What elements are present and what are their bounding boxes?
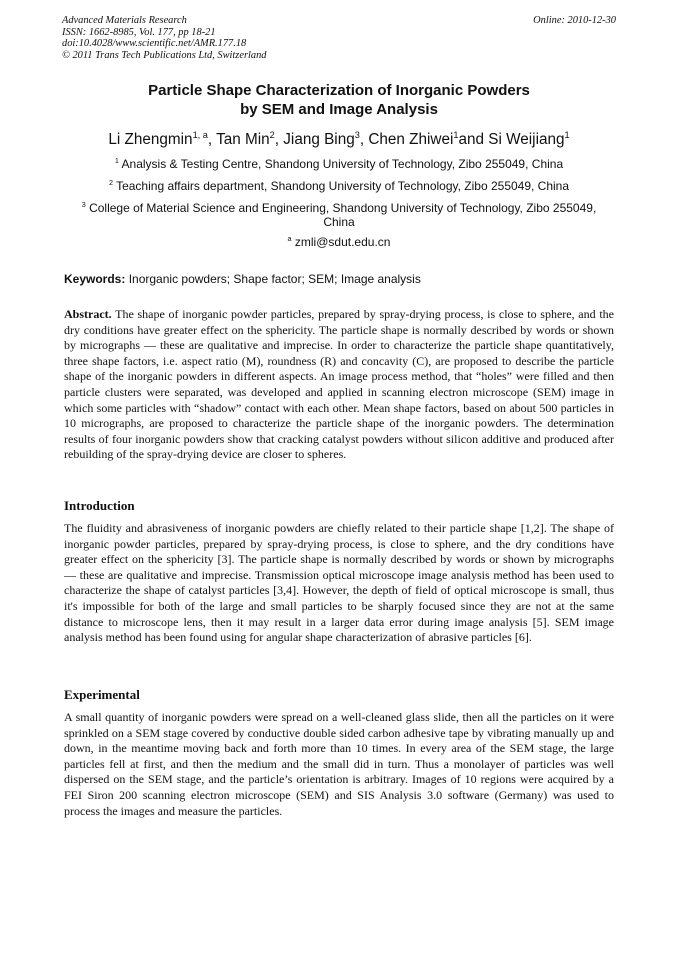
abstract-label: Abstract. — [64, 307, 112, 321]
introduction-heading: Introduction — [64, 498, 135, 513]
author-sep: and — [458, 131, 489, 148]
author-sup: 1, a — [192, 129, 208, 140]
affiliation-sup: 1 — [114, 156, 119, 165]
affiliation-1 — [62, 157, 616, 171]
paper-title — [40, 81, 638, 119]
introduction-paragraph: The fluidity and abrasiveness of inorganic powders are chiefly related to their particle shape [1,2]. The shape of inorganic powder particles, prepared by spray-drying process, is close to sphere, and the dry conditions have greater effect on the sphericity [3]. The particle shape is normally described by words or shown by micrographs — these are qualitative and imprecise. Transmission optical microscope image analysis method has been used to characterize the shape of catalyst particles [3,4]. However, the depth of field of optical microscope is small, thus it's impossible for both of the large and small particles to be sharply focused since they are not at the same distance to microscope lens, then it may result in a larger data error during image analysis [5]. SEM image analysis method has been found using for angular shape characterization of abrasive particles [6]. — [64, 521, 614, 645]
affiliation-sup: 2 — [108, 178, 113, 187]
author-list — [40, 130, 638, 150]
online-date: Online: 2010-12-30 — [533, 15, 616, 26]
email-sup: a — [287, 234, 292, 243]
author-name: Tan Min — [216, 131, 270, 148]
affiliation-sup: 3 — [81, 200, 86, 209]
email-address: zmli@sdut.edu.cn — [294, 235, 391, 249]
affiliation-text: Analysis & Testing Centre, Shandong University of Technology, Zibo 255049, China — [121, 157, 564, 171]
abstract-text: The shape of inorganic powder particles, prepared by spray-drying process, is close to sphere, and the dry conditions have greater effect on the sphericity. The particle shape is normally described by words or shown by micrographs — these are qualitative and imprecise. In order to characterize the particle shape quantitatively, three shape factors, i.e. aspect ratio (M), roundness (R) and concavity (C), are proposed to describe the particle shape of the inorganic powders in different aspects. An image process method, that “holes” were filled and then particle clusters were separated, was developed and applied in scanning electron microscope (SEM) image in which some particles with “shadow” contact with each other. Mean shape factors, based on about 500 particles in 10 micrographs, are proposed to characterize the particle shape of the inorganic powders. The determination results of four inorganic powders show that cracking catalyst powders without silicon additive and produced after rebuilding of the spray-drying device are closer to spheres. — [64, 307, 614, 462]
abstract-paragraph — [64, 307, 614, 463]
author-name: Li Zhengmin — [108, 131, 193, 148]
keywords-label: Keywords: — [64, 272, 126, 286]
affiliation-text: Teaching affairs department, Shandong University of Technology, Zibo 255049, China — [116, 179, 570, 193]
title-line-2: by SEM and Image Analysis — [240, 101, 438, 118]
experimental-heading: Experimental — [64, 687, 140, 702]
affiliation-2 — [62, 179, 616, 193]
title-line-1: Particle Shape Characterization of Inorganic Powders — [148, 82, 530, 99]
author-sup: 3 — [354, 129, 360, 140]
author-sep: , — [274, 131, 284, 148]
author-sup: 1 — [453, 129, 459, 140]
author-sep: , — [207, 131, 217, 148]
keywords-line — [64, 272, 616, 286]
journal-header — [62, 15, 616, 61]
author-name: Jiang Bing — [283, 131, 355, 148]
author-sup: 1 — [564, 129, 570, 140]
keywords-text: Inorganic powders; Shape factor; SEM; Image analysis — [128, 272, 421, 286]
author-name: Si Weijiang — [488, 131, 565, 148]
email-line — [62, 235, 616, 249]
journal-name: Advanced Materials Research — [62, 15, 187, 26]
affiliation-text: College of Material Science and Engineering, Shandong University of Technology, Zibo 255049, China — [89, 201, 597, 229]
affiliation-3 — [66, 201, 612, 229]
doi-line: doi:10.4028/www.scientific.net/AMR.177.18 — [62, 38, 247, 49]
author-sup: 2 — [269, 129, 275, 140]
copyright-line: © 2011 Trans Tech Publications Ltd, Switzerland — [62, 49, 267, 61]
author-name: Chen Zhiwei — [368, 131, 454, 148]
issn-line: ISSN: 1662-8985, Vol. 177, pp 18-21 — [62, 26, 216, 38]
author-sep: , — [359, 131, 369, 148]
experimental-paragraph: A small quantity of inorganic powders were spread on a well-cleaned glass slide, then all the particles on it were sprinkled on a SEM stage covered by conductive double sided carbon adhesive tape by vibrating manually up and down, in the meantime moving back and forth more than 10 times. In every area of the SEM stage, the large particles fell at first, and then the medium and the small did in turn. Thus a monolayer of particles was well dispersed on the SEM stage, and the particle’s orientation is arbitrary. Images of 10 regions were acquired by a FEI Siron 200 scanning electron microscope (SEM) and SIS Analysis 3.0 software (Germany) was used to process the images and measure the particles. — [64, 710, 614, 818]
